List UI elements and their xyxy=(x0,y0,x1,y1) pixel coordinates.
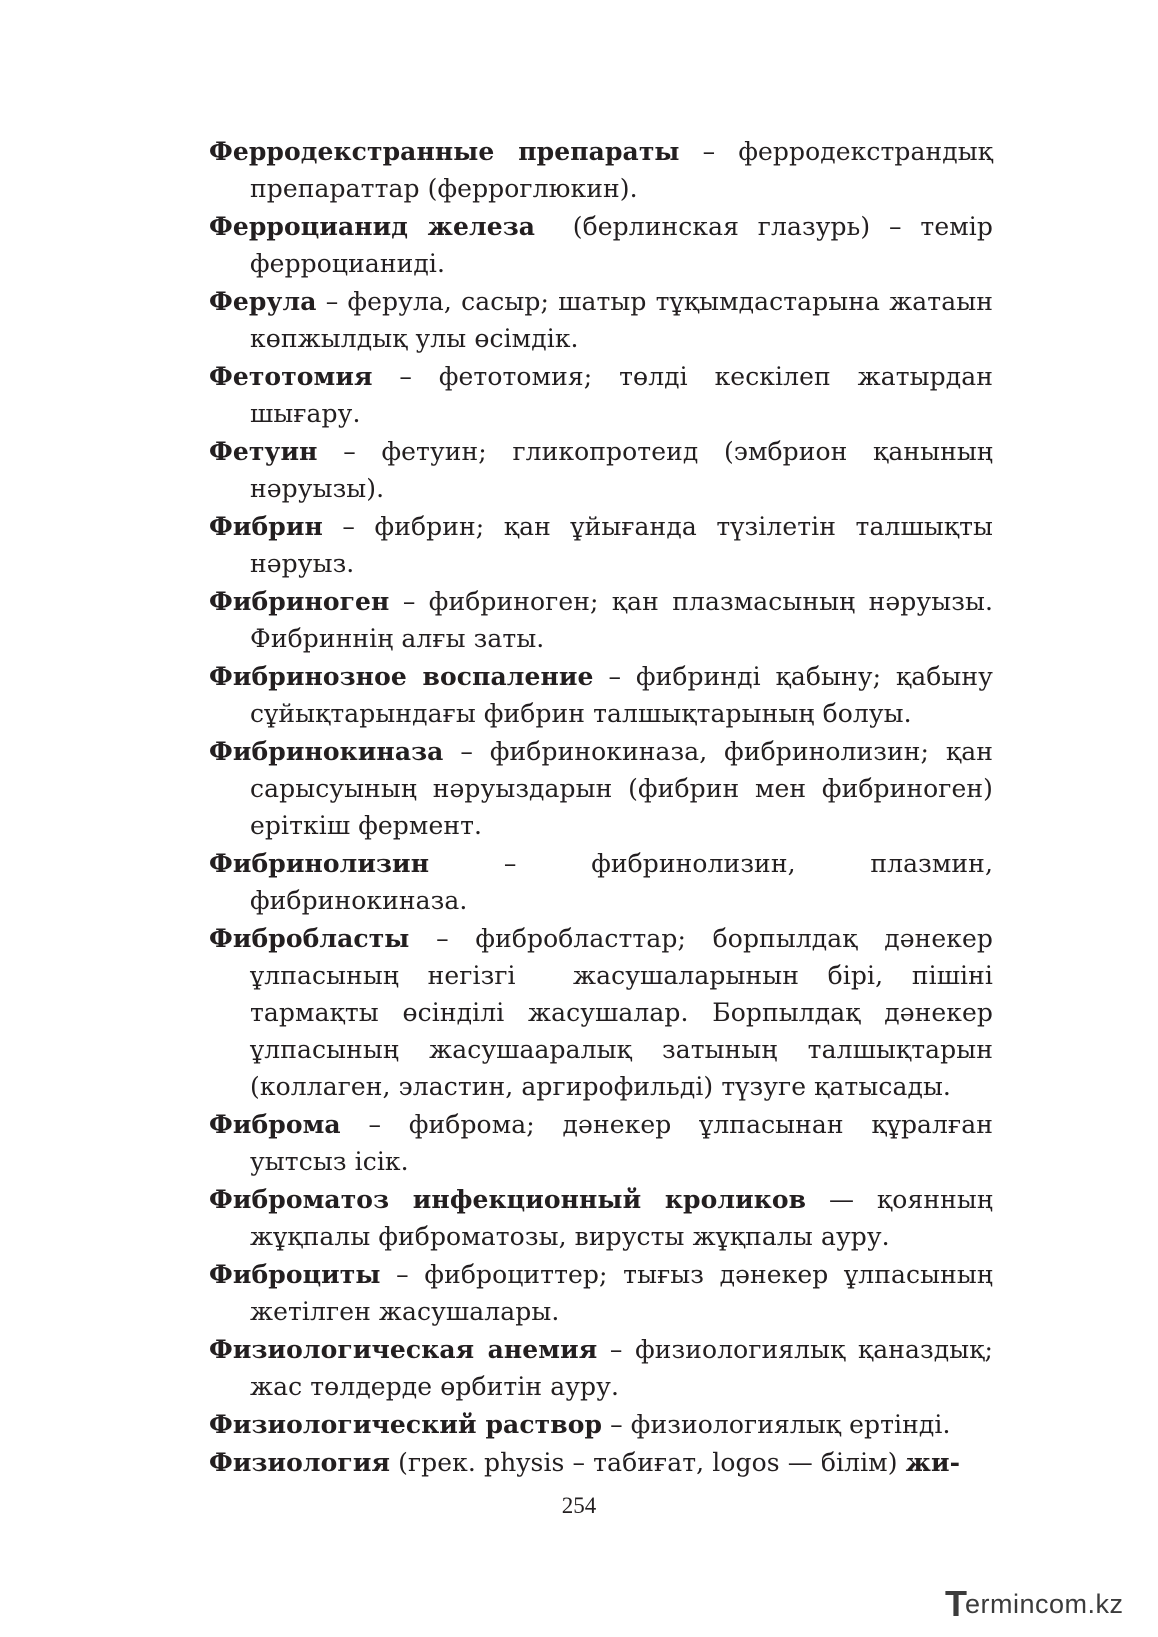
entry-term: Фибринокиназа xyxy=(209,737,444,766)
dictionary-entry xyxy=(209,358,993,432)
entry-term: Фибробласты xyxy=(209,924,410,953)
entry-term: Фибринолизин xyxy=(209,849,430,878)
entry-term: Фибринозное воспаление xyxy=(209,662,594,691)
entry-definition: – фибринокиназа, фибринолизин; қан сарысуының нәруыздарын (фибрин мен фибриноген) еріткіш фермент. xyxy=(250,737,993,840)
entry-continuation: жи- xyxy=(905,1448,961,1477)
watermark-logo-letter: T xyxy=(945,1583,965,1624)
dictionary-entry xyxy=(209,1406,993,1443)
dictionary-entry xyxy=(209,133,993,207)
entry-term: Фибрин xyxy=(209,512,323,541)
dictionary-entry xyxy=(209,283,993,357)
entry-definition: – фетотомия; төлді кескілеп жатырдан шығару. xyxy=(250,362,993,428)
entry-term: Фетотомия xyxy=(209,362,373,391)
entry-definition: (грек. physis – табиғат, logos — білім) xyxy=(390,1448,906,1477)
entry-definition: – фиброма; дәнекер ұлпасынан құралған уытсыз ісік. xyxy=(250,1110,993,1176)
dictionary-entry xyxy=(209,1331,993,1405)
entry-term: Физиология xyxy=(209,1448,391,1477)
entry-definition: (берлинская глазурь) – темір ферроцианиді. xyxy=(250,212,1002,278)
dictionary-entry xyxy=(209,658,993,732)
dictionary-entry xyxy=(209,433,993,507)
page-number: 254 xyxy=(561,1493,597,1518)
entry-definition: — қоянның жұқпалы фиброматозы, вирусты жұқпалы ауру. xyxy=(250,1185,993,1251)
dictionary-entry xyxy=(209,1181,993,1255)
entry-definition: – физиологиялық ертінді. xyxy=(602,1410,951,1439)
entry-definition: – фибробласттар; борпылдақ дәнекер ұлпасының негізгі жасушаларынын бірі, пішіні тармақты өсінділі жасушалар. Борпылдақ дәнекер ұлпасының жасушааралық затының талшықтарын (коллаген, эластин, аргирофильді) түзуге қатысады. xyxy=(250,924,1002,1101)
dictionary-entry xyxy=(209,845,993,919)
dictionary-entry xyxy=(209,1444,993,1481)
entry-term: Фиброциты xyxy=(209,1260,381,1289)
entry-term: Фетуин xyxy=(209,437,318,466)
entry-definition: – фиброциттер; тығыз дәнекер ұлпасының жетілген жасушалары. xyxy=(250,1260,993,1326)
entry-definition: – ферродекстрандық препараттар (ферроглюкин). xyxy=(250,137,993,203)
entry-term: Фиброма xyxy=(209,1110,341,1139)
entry-definition: – физиологиялық қаназдық; жас төлдерде өрбитін ауру. xyxy=(250,1335,993,1401)
dictionary-entry xyxy=(209,1256,993,1330)
dictionary-entry xyxy=(209,508,993,582)
entry-term: Ферула xyxy=(209,287,317,316)
entry-term: Ферродекстранные препараты xyxy=(209,137,680,166)
entry-definition: – ферула, сасыр; шатыр тұқымдастарына жатаын көпжылдық улы өсімдік. xyxy=(250,287,993,353)
dictionary-entry xyxy=(209,920,1002,1105)
entry-term: Физиологический раствор xyxy=(209,1410,603,1439)
dictionary-entry xyxy=(209,733,993,844)
dictionary-entry xyxy=(209,1106,993,1180)
entry-term: Фибриноген xyxy=(209,587,390,616)
entry-term: Фиброматоз инфекционный кроликов xyxy=(209,1185,807,1214)
entry-term: Физиологическая анемия xyxy=(209,1335,598,1364)
dictionary-entry xyxy=(209,208,1002,282)
entry-definition: – фибринді қабыну; қабыну сұйықтарындағы фибрин талшықтарының болуы. xyxy=(250,662,993,728)
entry-term: Ферроцианид железа xyxy=(209,212,536,241)
entry-definition: – фибриноген; қан плазмасының нәруызы. Фибриннің алғы заты. xyxy=(250,587,993,653)
entry-definition: – фетуин; гликопротеид (эмбрион қанының нәруызы). xyxy=(250,437,993,503)
entry-definition: – фибрин; қан ұйығанда түзілетін талшықты нәруыз. xyxy=(250,512,993,578)
dictionary-page xyxy=(209,133,1002,1482)
dictionary-entry xyxy=(209,583,993,657)
site-watermark[interactable] xyxy=(945,1584,1145,1624)
entry-definition: – фибринолизин, плазмин, фибринокиназа. xyxy=(250,849,993,915)
watermark-text: ermincom.kz xyxy=(965,1588,1124,1619)
